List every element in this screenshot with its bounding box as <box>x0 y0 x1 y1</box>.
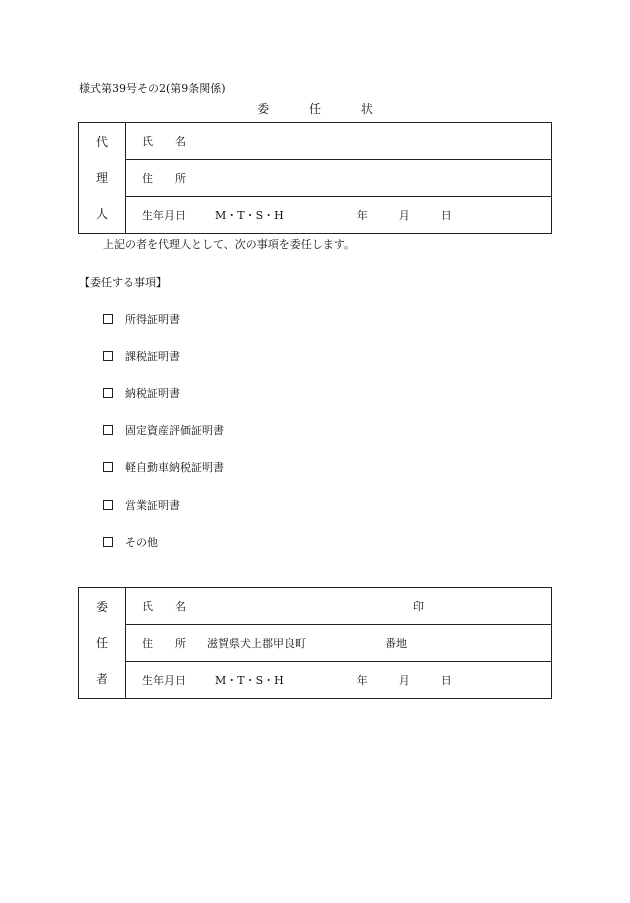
agent-month-label: 月 <box>398 209 410 222</box>
banchi-label: 番地 <box>385 637 407 650</box>
agent-dob-label: 生年月日 <box>142 209 186 222</box>
agent-year-label: 年 <box>356 209 368 222</box>
title-char: 状 <box>360 102 373 116</box>
title-char: 委 <box>257 102 270 116</box>
delegator-year-label: 年 <box>356 674 368 687</box>
agent-day-label: 日 <box>440 209 452 222</box>
item-label: 納税証明書 <box>125 387 180 400</box>
item-label: 軽自動車納税証明書 <box>125 461 224 474</box>
checkbox[interactable] <box>103 388 113 398</box>
agent-address-field[interactable] <box>126 160 552 197</box>
item-label: 課税証明書 <box>125 350 180 363</box>
document-title <box>0 100 630 117</box>
checklist-item[interactable] <box>103 348 180 364</box>
agent-dob-field[interactable] <box>126 197 552 234</box>
delegator-table <box>78 587 552 699</box>
agent-table <box>78 122 552 234</box>
checkbox[interactable] <box>103 500 113 510</box>
checkbox[interactable] <box>103 537 113 547</box>
delegator-side-label: 委 任 者 <box>79 588 126 699</box>
item-label: 固定資産評価証明書 <box>125 424 224 437</box>
delegator-address-field[interactable] <box>126 625 552 662</box>
agent-side-label: 代 理 人 <box>79 123 126 234</box>
checklist-item[interactable] <box>103 311 180 327</box>
checklist-item[interactable] <box>103 385 180 401</box>
delegator-month-label: 月 <box>398 674 410 687</box>
checklist-item[interactable] <box>103 459 224 475</box>
delegator-address-label: 住 所 <box>142 637 186 650</box>
item-label: 営業証明書 <box>125 499 180 512</box>
intro-text: 上記の者を代理人として、次の事項を委任します。 <box>103 238 355 251</box>
form-number: 様式第39号その2(第9条関係) <box>79 82 226 95</box>
item-label: その他 <box>125 536 158 549</box>
agent-era-options: M・T・S・H <box>215 209 284 222</box>
checklist-item[interactable] <box>103 534 158 550</box>
delegator-name-field[interactable] <box>126 588 552 625</box>
agent-name-field[interactable] <box>126 123 552 160</box>
delegator-era-options: M・T・S・H <box>215 674 284 687</box>
checkbox[interactable] <box>103 462 113 472</box>
delegator-address-value: 滋賀県犬上郡甲良町 <box>207 637 306 650</box>
delegator-day-label: 日 <box>440 674 452 687</box>
agent-address-label: 住 所 <box>142 172 186 185</box>
delegator-name-label: 氏 名 <box>142 600 186 613</box>
agent-name-label: 氏 名 <box>142 135 186 148</box>
delegator-dob-label: 生年月日 <box>142 674 186 687</box>
checklist-item[interactable] <box>103 497 180 513</box>
seal-mark: 印 <box>413 600 424 613</box>
checkbox[interactable] <box>103 351 113 361</box>
delegator-dob-field[interactable] <box>126 662 552 699</box>
checklist-item[interactable] <box>103 422 224 438</box>
section-heading: 【委任する事項】 <box>79 276 167 289</box>
checkbox[interactable] <box>103 314 113 324</box>
title-char: 任 <box>308 102 321 116</box>
checkbox[interactable] <box>103 425 113 435</box>
item-label: 所得証明書 <box>125 313 180 326</box>
